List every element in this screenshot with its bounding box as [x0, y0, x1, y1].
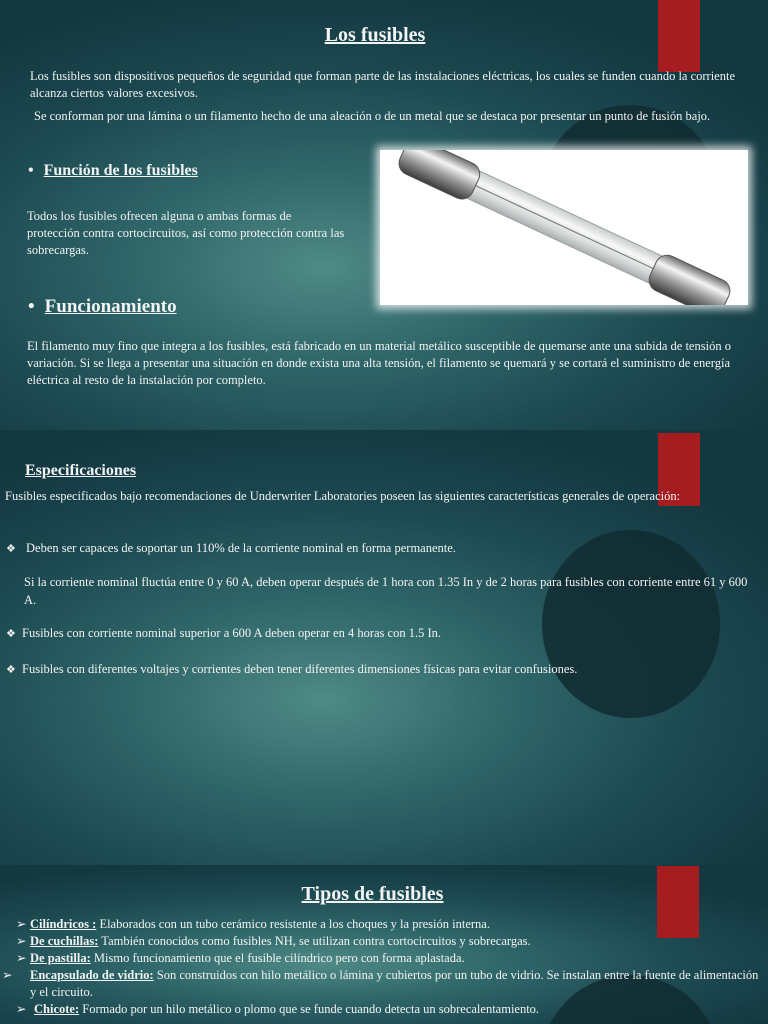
list-item: ➢ Chicote: Formado por un hilo metálico o plomo que se funde cuando detecta un sobrecalentamiento. [16, 1002, 540, 1016]
list-item: ❖ Deben ser capaces de soportar un 110% de la corriente nominal en forma permanente. [6, 540, 736, 558]
list-item: ➢ Encapsulado de vidrio: Son construidos con hilo metálico o lámina y cubiertos por un tubo de vidrio. Se instalan entre la fuente de alimentación y el circuito. [2, 968, 759, 999]
glass-fuse-image [380, 150, 748, 305]
funcionamiento-heading-text: Funcionamiento [44, 296, 177, 317]
bullet-icon: • [28, 162, 34, 179]
funcionamiento-text: El filamento muy fino que integra a los fusibles, está fabricado en un material metálico susceptible de quemarse ante una subida de tensión o variación. Si se llega a presentar una situación en donde exista una alta tensión, el filamento se quemará y se cortará el suministro de energía eléctrica al resto de la instalación por completo. [27, 339, 731, 387]
arrow-bullet-icon: ➢ [16, 934, 27, 948]
especificaciones-heading: Especificaciones [25, 462, 137, 479]
slide-especificaciones [0, 430, 768, 865]
arrow-bullet-icon: ➢ [16, 951, 27, 965]
especificaciones-intro: Fusibles especificados bajo recomendaciones de Underwriter Laboratories poseen las siguientes características generales de operación: [5, 489, 681, 503]
diamond-bullet-icon: ❖ [6, 628, 16, 640]
intro-paragraph-1: Los fusibles son dispositivos pequeños de seguridad que forman parte de las instalaciones eléctricas, los cuales se funden cuando la corriente alcanza ciertos valores excesivos. [30, 69, 735, 100]
list-item: ❖ Fusibles con corriente nominal superior a 600 A deben operar en 4 horas con 1.5 In. [6, 625, 736, 643]
funcionamiento-heading [28, 296, 177, 318]
list-item: ❖ Fusibles con diferentes voltajes y corrientes deben tener diferentes dimensiones físicas para evitar confusiones. [6, 661, 736, 679]
decorative-circle [542, 530, 720, 718]
slide-los-fusibles [0, 0, 768, 430]
diamond-bullet-icon [6, 575, 20, 592]
funcion-heading [28, 162, 198, 180]
list-item: Si la corriente nominal fluctúa entre 0 y 60 A, deben operar después de 1 hora con 1.35 In y de 2 horas para fusibles con corriente entre 61 y 600 A. [6, 574, 754, 609]
diamond-bullet-icon: ❖ [6, 543, 16, 555]
diamond-bullet-icon: ❖ [6, 664, 16, 676]
arrow-bullet-icon: ➢ [2, 968, 13, 982]
intro-paragraph-2: Se conforman por una lámina o un filamento hecho de una aleación o de un metal que se destaca por presentar un punto de fusión bajo. [34, 109, 711, 123]
bullet-icon: • [28, 296, 35, 317]
glass-fuse-illustration [380, 150, 748, 305]
list-item: ➢ De cuchillas: También conocidos como fusibles NH, se utilizan contra cortocircuitos y sobrecargas. [16, 934, 531, 948]
funcion-heading-text: Función de los fusibles [43, 162, 198, 179]
list-item: ➢ Cilíndricos : Elaborados con un tubo cerámico resistente a los choques y la presión interna. [16, 917, 490, 931]
arrow-bullet-icon: ➢ [16, 1002, 27, 1016]
slide-tipos-de-fusibles [0, 865, 768, 1024]
arrow-bullet-icon: ➢ [16, 917, 27, 931]
slide-title: Tipos de fusibles [301, 883, 444, 905]
funcion-text: Todos los fusibles ofrecen alguna o ambas formas de protección contra cortocircuitos, así como protección contra las sobrecargas. [27, 209, 345, 257]
list-item: ➢ De pastilla: Mismo funcionamiento que el fusible cilíndrico pero con forma aplastada. [16, 951, 465, 965]
slide-title: Los fusibles [324, 24, 426, 46]
